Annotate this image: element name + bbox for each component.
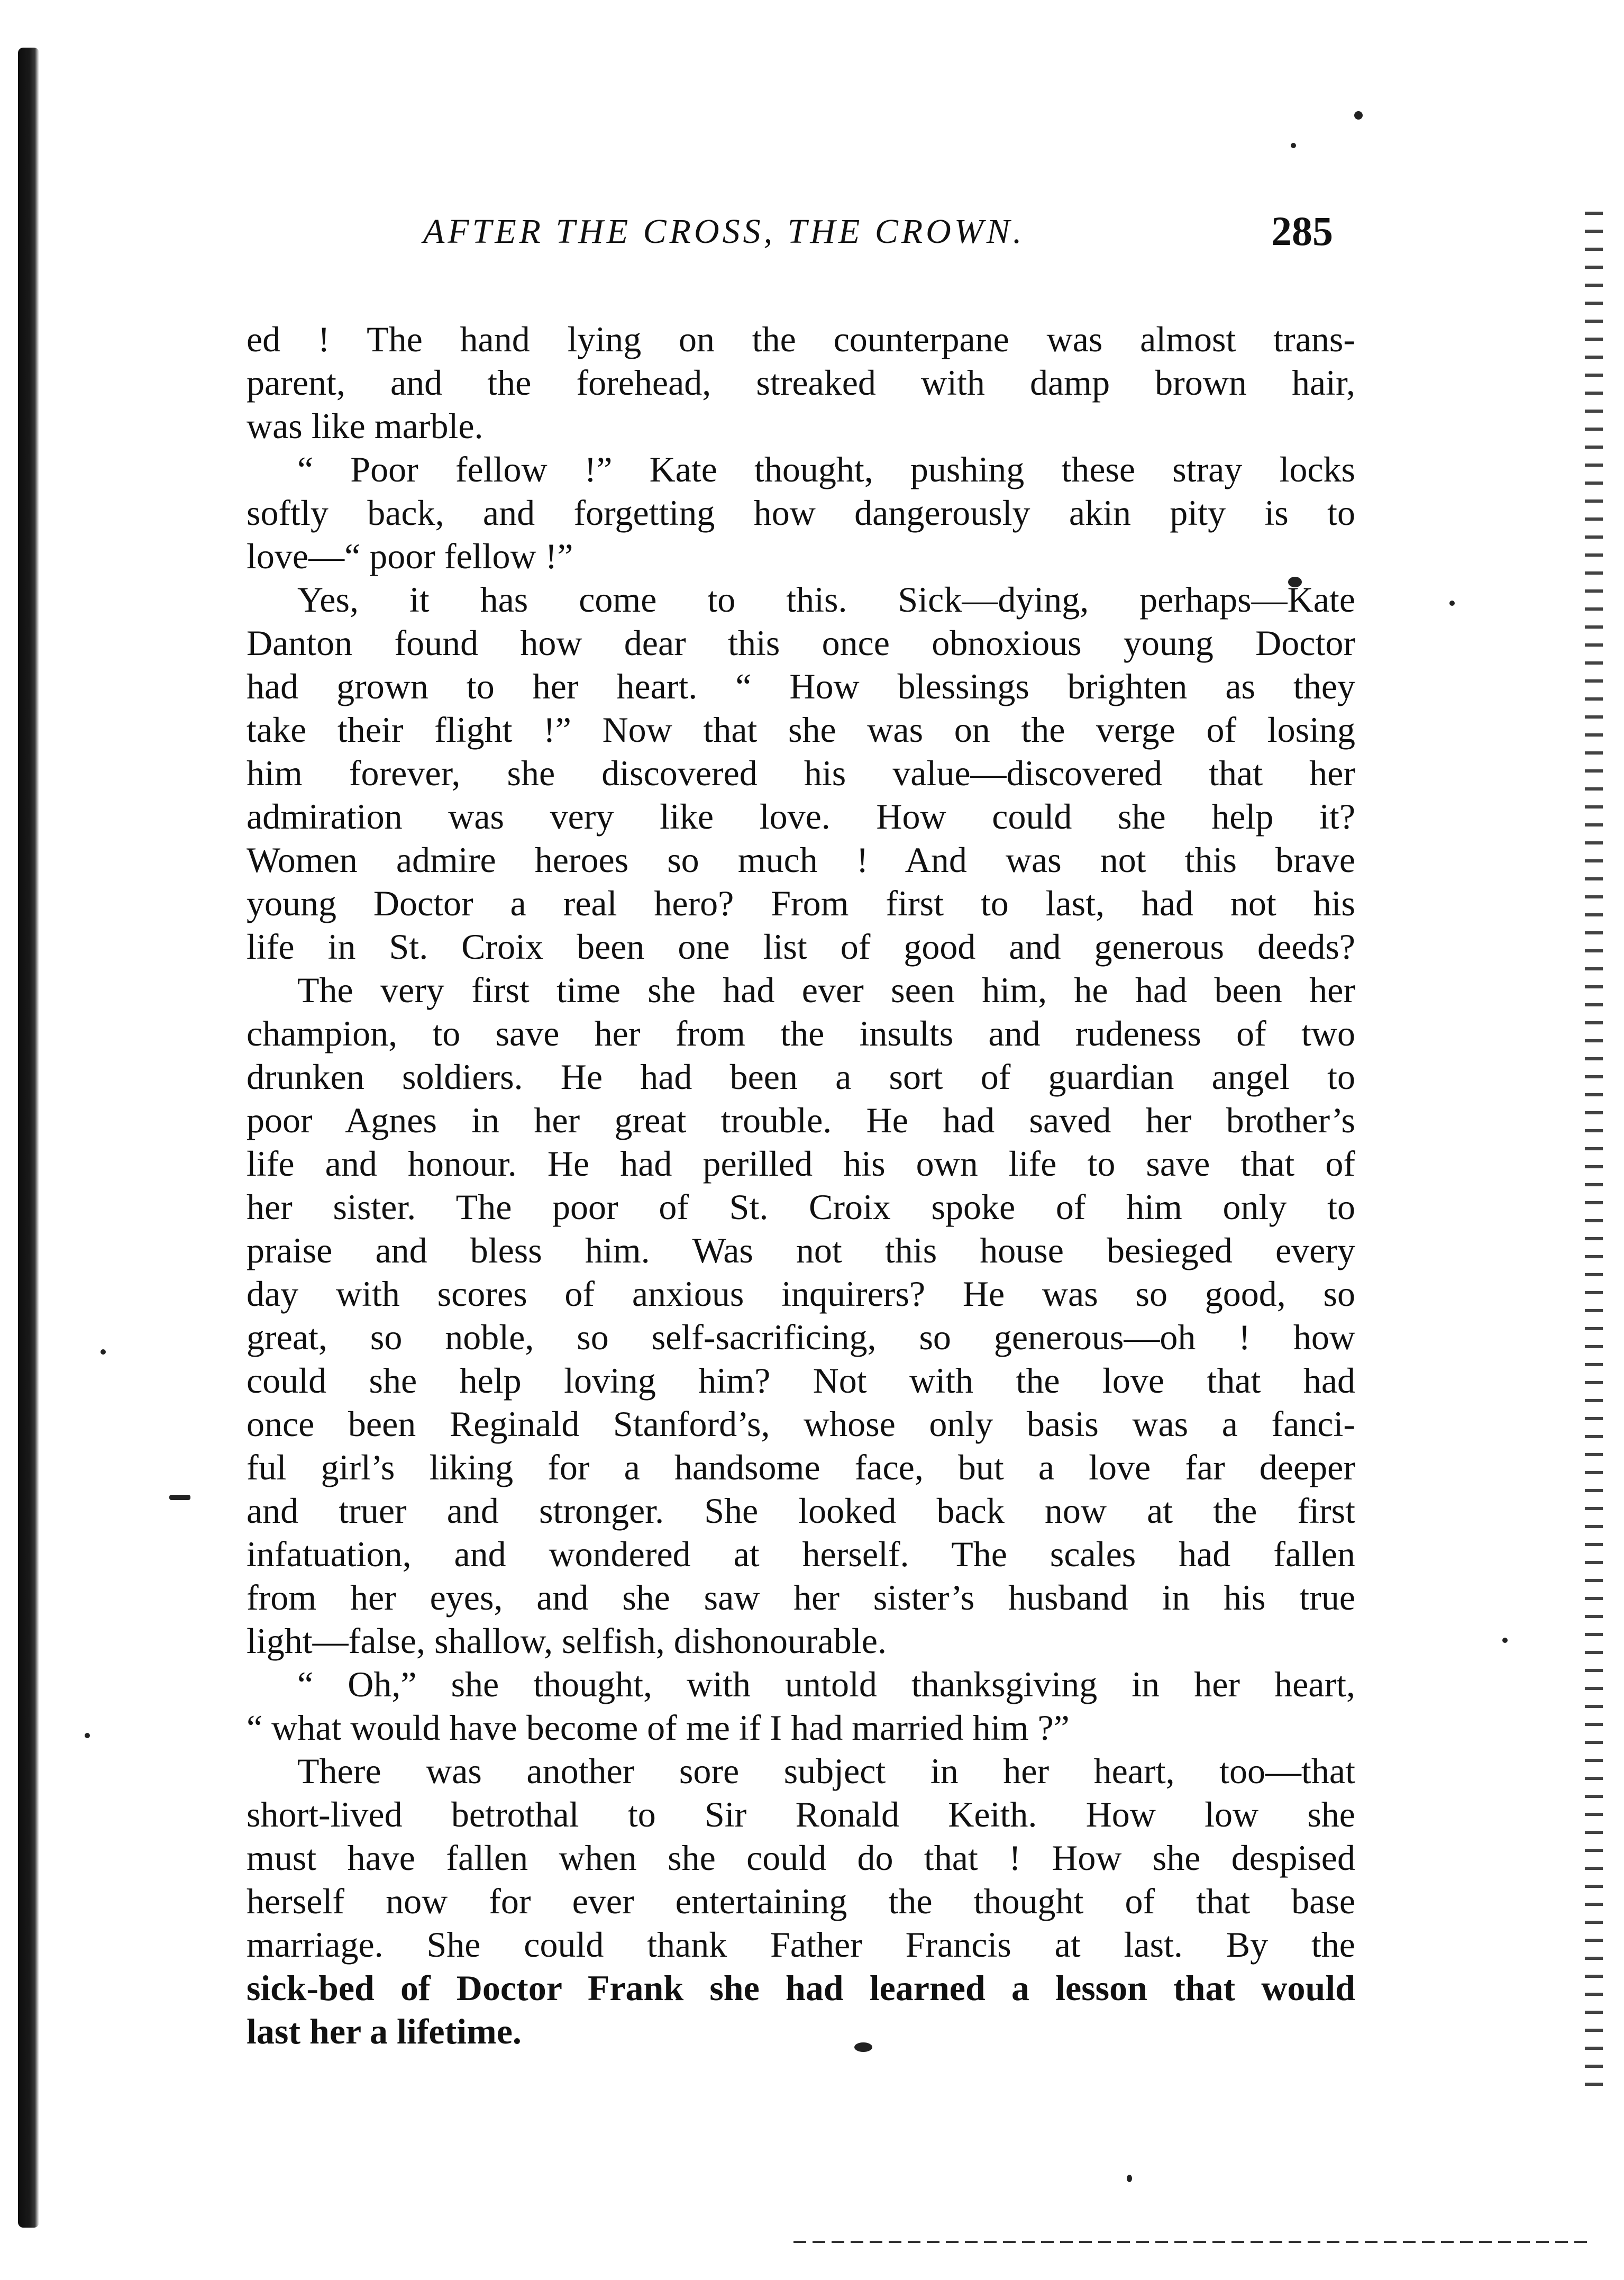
text-line: young Doctor a real hero? From first to last, had not his [247,883,1355,923]
text-line: ful girl’s liking for a handsome face, but a love far deeper [247,1447,1355,1487]
text-line: marriage. She could thank Father Francis at last. By the [247,1924,1355,1965]
body-text [247,317,1355,2064]
ink-speck [85,1733,90,1738]
text-line: praise and bless him. Was not this house besieged every [247,1230,1355,1270]
text-line: life and honour. He had perilled his own life to save that of [247,1143,1355,1184]
text-line: infatuation, and wondered at herself. The scales had fallen [247,1534,1355,1574]
page-edge-marks [1585,212,1603,2090]
text-line: and truer and stronger. She looked back now at the first [247,1491,1355,1531]
text-line: life in St. Croix been one list of good and generous deeds? [247,926,1355,967]
ink-speck [1502,1638,1508,1643]
text-line: great, so noble, so self-sacrificing, so generous—oh ! how [247,1317,1355,1357]
text-line: admiration was very like love. How could she help it? [247,796,1355,837]
text-line: had grown to her heart. “ How blessings brighten as they [247,666,1355,706]
running-title: AFTER THE CROSS, THE CROWN. [423,212,1025,251]
text-line: drunken soldiers. He had been a sort of guardian angel to [247,1057,1355,1097]
text-line: herself now for ever entertaining the thought of that base [247,1881,1355,1921]
text-line: champion, to save her from the insults and rudeness of two [247,1013,1355,1053]
text-line: him forever, she discovered his value—discovered that her [247,753,1355,793]
ink-speck [1291,143,1296,148]
page-number: 285 [1271,208,1333,254]
text-line: must have fallen when she could do that ! How she despised [247,1838,1355,1878]
bottom-edge-rule [793,2241,1587,2243]
text-line: “ Poor fellow !” Kate thought, pushing these stray locks [297,449,1355,489]
text-line: from her eyes, and she saw her sister’s husband in his true [247,1577,1355,1618]
text-line: take their flight !” Now that she was on the verge of losing [247,710,1355,750]
text-line: “ what would have become of me if I had married him ?” [247,1707,1070,1748]
text-line: Danton found how dear this once obnoxious young Doctor [247,623,1355,663]
text-line: was like marble. [247,406,483,446]
text-line: “ Oh,” she thought, with untold thanksgiving in her heart, [297,1664,1355,1704]
ink-speck [1354,111,1363,120]
text-line: light—false, shallow, selfish, dishonourable. [247,1621,887,1661]
text-line: poor Agnes in her great trouble. He had saved her brother’s [247,1100,1355,1140]
ink-speck [1127,2175,1132,2182]
text-line: There was another sore subject in her heart, too—that [297,1751,1355,1791]
text-line: love—“ poor fellow !” [247,536,573,576]
text-line: once been Reginald Stanford’s, whose only basis was a fanci- [247,1404,1355,1444]
binding-shadow [18,48,39,2228]
ink-speck [1449,601,1455,606]
ink-speck [101,1349,106,1355]
text-line: The very first time she had ever seen him, he had been her [297,970,1355,1010]
text-line: Yes, it has come to this. Sick—dying, perhaps—Kate [297,579,1355,620]
text-line: last her a lifetime. [247,2011,522,2051]
text-line: sick-bed of Doctor Frank she had learned a lesson that would [247,1968,1355,2008]
running-head [249,208,1333,270]
text-line: day with scores of anxious inquirers? He was so good, so [247,1274,1355,1314]
text-line: could she help loving him? Not with the love that had [247,1360,1355,1401]
text-line: softly back, and forgetting how dangerously akin pity is to [247,493,1355,533]
text-line: ed ! The hand lying on the counterpane was almost trans- [247,319,1355,359]
text-line: parent, and the forehead, streaked with damp brown hair, [247,362,1355,403]
text-line: short-lived betrothal to Sir Ronald Keith. How low she [247,1794,1355,1834]
text-line: her sister. The poor of St. Croix spoke of him only to [247,1187,1355,1227]
text-line: Women admire heroes so much ! And was not this brave [247,840,1355,880]
ink-speck [169,1495,190,1500]
